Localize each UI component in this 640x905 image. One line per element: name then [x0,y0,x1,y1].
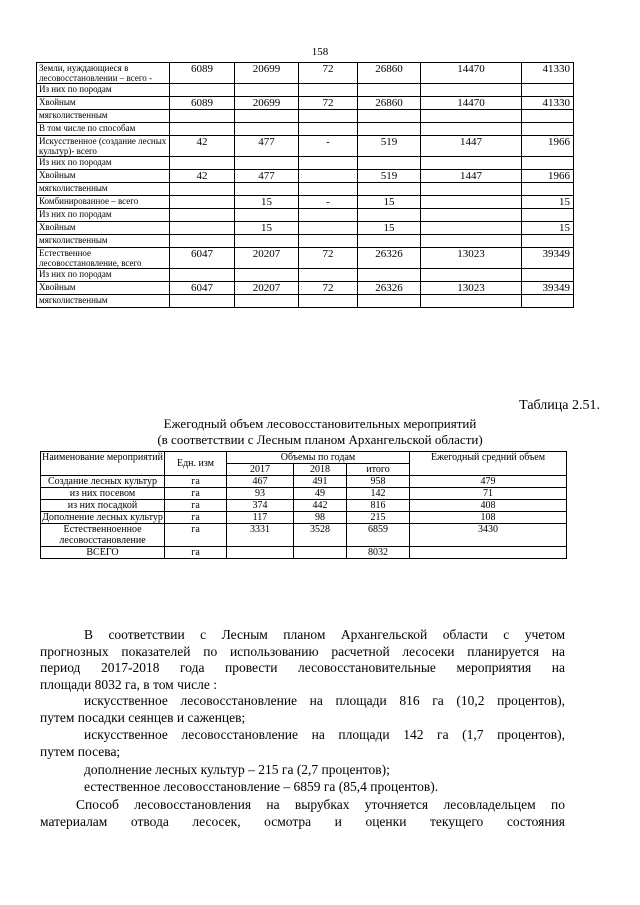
table-row [37,196,574,209]
cell-value [522,110,574,123]
cell-value [235,84,299,97]
cell-total: 8032 [347,547,410,559]
table-row [37,110,574,123]
cell-value [421,183,522,196]
cell-value [235,269,299,282]
cell-y2018: 442 [294,500,347,512]
cell-value [358,123,421,136]
cell-value: 72 [299,248,358,269]
cell-name: Естественноенное лесовосстановление [41,524,165,547]
table-row [37,63,574,84]
cell-value [170,84,235,97]
cell-value [358,269,421,282]
page-number: 158 [311,46,329,58]
cell-value [421,222,522,235]
cell-value [358,84,421,97]
cell-value [299,170,358,183]
cell-value [299,209,358,222]
cell-value: 72 [299,97,358,110]
cell-annual: 479 [410,476,567,488]
cell-value [421,209,522,222]
cell-value [299,157,358,170]
cell-value: 26860 [358,97,421,110]
cell-name: из них посевом [41,488,165,500]
cell-unit: га [165,524,227,547]
paragraph-planting [40,693,565,726]
cell-y2018: 49 [294,488,347,500]
text-line: естественное лесовосстановление – 6859 га (85,4 процентов). [84,779,439,794]
table-row [37,170,574,183]
cell-value [235,123,299,136]
cell-value [170,196,235,209]
table-row [37,269,574,282]
cell-value: 72 [299,282,358,295]
cell-y2017: 93 [227,488,294,500]
row-label: Естественное лесовосстановление, всего [37,248,170,269]
table-title-line2: (в соответствии с Лесным планом Архангельской области) [157,432,483,447]
table-row [37,282,574,295]
cell-name: из них посадкой [41,500,165,512]
table-row [37,209,574,222]
text-line: прогнозных показателей по использованию расчетной лесосеки планируется на [40,643,565,659]
paragraph-method [40,797,565,830]
text-line: В соответствии с Лесным планом Архангельской области с учетом [84,627,565,642]
cell-value [358,183,421,196]
table-caption: Таблица 2.51. [519,398,600,413]
row-label: Искусственное (создание лесных культур)- всего [37,136,170,157]
cell-value: 6089 [170,63,235,84]
cell-value [358,157,421,170]
row-label: Из них по породам [37,209,170,222]
row-label: Хвойным [37,170,170,183]
row-label: мягколиственным [37,295,170,308]
cell-unit: га [165,500,227,512]
cell-value [421,123,522,136]
cell-y2017: 117 [227,512,294,524]
row-label: Комбинированное – всего [37,196,170,209]
cell-value [299,110,358,123]
cell-value: 6089 [170,97,235,110]
cell-value [358,209,421,222]
table-row [41,547,567,559]
cell-value: 13023 [421,282,522,295]
cell-value: 26860 [358,63,421,84]
row-label: В том числе по способам [37,123,170,136]
cell-value: 15 [235,196,299,209]
cell-value [358,295,421,308]
row-label: мягколиственным [37,183,170,196]
cell-value [299,269,358,282]
cell-annual: 408 [410,500,567,512]
cell-value [421,110,522,123]
cell-value: 15 [522,222,574,235]
cell-value: 477 [235,170,299,183]
cell-value: 20699 [235,97,299,110]
table-row [41,524,567,547]
cell-total: 215 [347,512,410,524]
cell-value: 39349 [522,282,574,295]
cell-total: 958 [347,476,410,488]
cell-value: 41330 [522,97,574,110]
cell-value [522,209,574,222]
cell-value: 1966 [522,170,574,183]
header-2018: 2018 [294,464,347,476]
cell-unit: га [165,488,227,500]
cell-value: 15 [235,222,299,235]
table-row [41,488,567,500]
table-row [37,248,574,269]
cell-value: 519 [358,136,421,157]
paragraph-supplement [40,762,565,779]
cell-value: - [299,196,358,209]
cell-value: 1966 [522,136,574,157]
cell-value: 519 [358,170,421,183]
cell-value [421,269,522,282]
cell-value: 1447 [421,170,522,183]
header-annual: Ежегодный средний объем [410,452,567,476]
cell-value [522,123,574,136]
cell-name: Создание лесных культур [41,476,165,488]
cell-value [299,222,358,235]
cell-value: 39349 [522,248,574,269]
table-title-line1: Ежегодный объем лесовосстановительных мероприятий [163,416,477,431]
cell-y2018 [294,547,347,559]
cell-value: 15 [358,196,421,209]
cell-y2017: 3331 [227,524,294,547]
cell-value: 26326 [358,282,421,295]
cell-value [299,183,358,196]
cell-value: - [299,136,358,157]
cell-value [421,235,522,248]
text-line: площади 8032 га, в том числе : [40,676,217,692]
paragraph-sowing [40,727,565,760]
cell-value: 14470 [421,63,522,84]
cell-value [299,84,358,97]
row-label: Из них по породам [37,157,170,170]
row-label: Из них по породам [37,84,170,97]
cell-y2017 [227,547,294,559]
table-row [41,500,567,512]
text-line: период 2017-2018 года провести лесовосстановительные мероприятия на [40,660,565,675]
table-row [37,295,574,308]
cell-y2018: 98 [294,512,347,524]
table-row [41,476,567,488]
cell-value [235,209,299,222]
cell-value [170,295,235,308]
cell-value [522,295,574,308]
cell-value: 15 [358,222,421,235]
header-unit: Едн. изм [165,452,227,476]
cell-value [522,183,574,196]
cell-name: ВСЕГО [41,547,165,559]
cell-value [299,235,358,248]
text-line: искусственное лесовосстановление на площади 816 га (10,2 процентов), [84,693,565,708]
text-line: материалам отвода лесосек, осмотра и оценки текущего состояния [40,813,565,829]
table-row [37,235,574,248]
regeneration-needs-table [36,62,574,308]
text-line: путем посева; [40,743,121,759]
cell-value [170,123,235,136]
cell-value [170,222,235,235]
row-label: Из них по породам [37,269,170,282]
cell-unit: га [165,547,227,559]
cell-value: 14470 [421,97,522,110]
row-label: мягколиственным [37,110,170,123]
row-label: Земли, нуждающиеся в лесовосстановлении – всего - [37,63,170,84]
cell-value: 42 [170,170,235,183]
cell-annual [410,547,567,559]
cell-value: 41330 [522,63,574,84]
cell-value: 20699 [235,63,299,84]
cell-value [170,269,235,282]
cell-value [299,295,358,308]
cell-annual: 3430 [410,524,567,547]
row-label: Хвойным [37,97,170,110]
cell-value [170,110,235,123]
cell-value [522,157,574,170]
cell-value [421,295,522,308]
cell-value [358,235,421,248]
cell-value: 1447 [421,136,522,157]
table-row [37,157,574,170]
cell-value: 42 [170,136,235,157]
cell-value: 20207 [235,248,299,269]
cell-value [235,295,299,308]
cell-value: 72 [299,63,358,84]
cell-value [522,235,574,248]
row-label: мягколиственным [37,235,170,248]
cell-value [358,110,421,123]
cell-value: 13023 [421,248,522,269]
text-line: путем посадки сеянцев и саженцев; [40,709,246,725]
text-line: дополнение лесных культур – 215 га (2,7 процентов); [84,762,390,777]
table-row [37,183,574,196]
cell-value: 6047 [170,282,235,295]
cell-value: 20207 [235,282,299,295]
cell-name: Дополнение лесных культур [42,512,163,523]
cell-total: 816 [347,500,410,512]
header-name: Наименование мероприятий [41,452,165,476]
cell-value [299,123,358,136]
cell-annual: 71 [410,488,567,500]
cell-value [235,157,299,170]
cell-y2018: 3528 [294,524,347,547]
cell-value [170,209,235,222]
row-label: Хвойным [37,222,170,235]
row-label: Хвойным [37,282,170,295]
cell-value [170,183,235,196]
header-volumes: Объемы по годам [227,452,410,464]
header-2017: 2017 [227,464,294,476]
cell-value [170,235,235,248]
table-row [37,222,574,235]
cell-y2017: 374 [227,500,294,512]
cell-value [235,110,299,123]
cell-total: 6859 [347,524,410,547]
cell-value [235,183,299,196]
cell-value [235,235,299,248]
annual-regeneration-table [40,451,567,559]
cell-unit: га [165,476,227,488]
cell-value: 6047 [170,248,235,269]
cell-value: 15 [522,196,574,209]
cell-total: 142 [347,488,410,500]
cell-value: 26326 [358,248,421,269]
text-line: искусственное лесовосстановление на площади 142 га (1,7 процентов), [84,727,565,742]
table-row [37,97,574,110]
cell-value [421,84,522,97]
table-row [37,136,574,157]
header-total: итого [347,464,410,476]
cell-y2018: 491 [294,476,347,488]
cell-value [522,269,574,282]
paragraph-intro [40,627,565,693]
text-line: Способ лесовосстановления на вырубках уточняется лесовладельцем по [76,797,565,812]
table-row [41,512,567,524]
cell-value [421,157,522,170]
cell-annual: 108 [410,512,567,524]
cell-unit: га [165,512,227,524]
cell-value: 477 [235,136,299,157]
cell-value [421,196,522,209]
table-row [37,123,574,136]
paragraph-natural [40,779,565,796]
cell-y2017: 467 [227,476,294,488]
cell-value [170,157,235,170]
cell-value [522,84,574,97]
table-row [37,84,574,97]
